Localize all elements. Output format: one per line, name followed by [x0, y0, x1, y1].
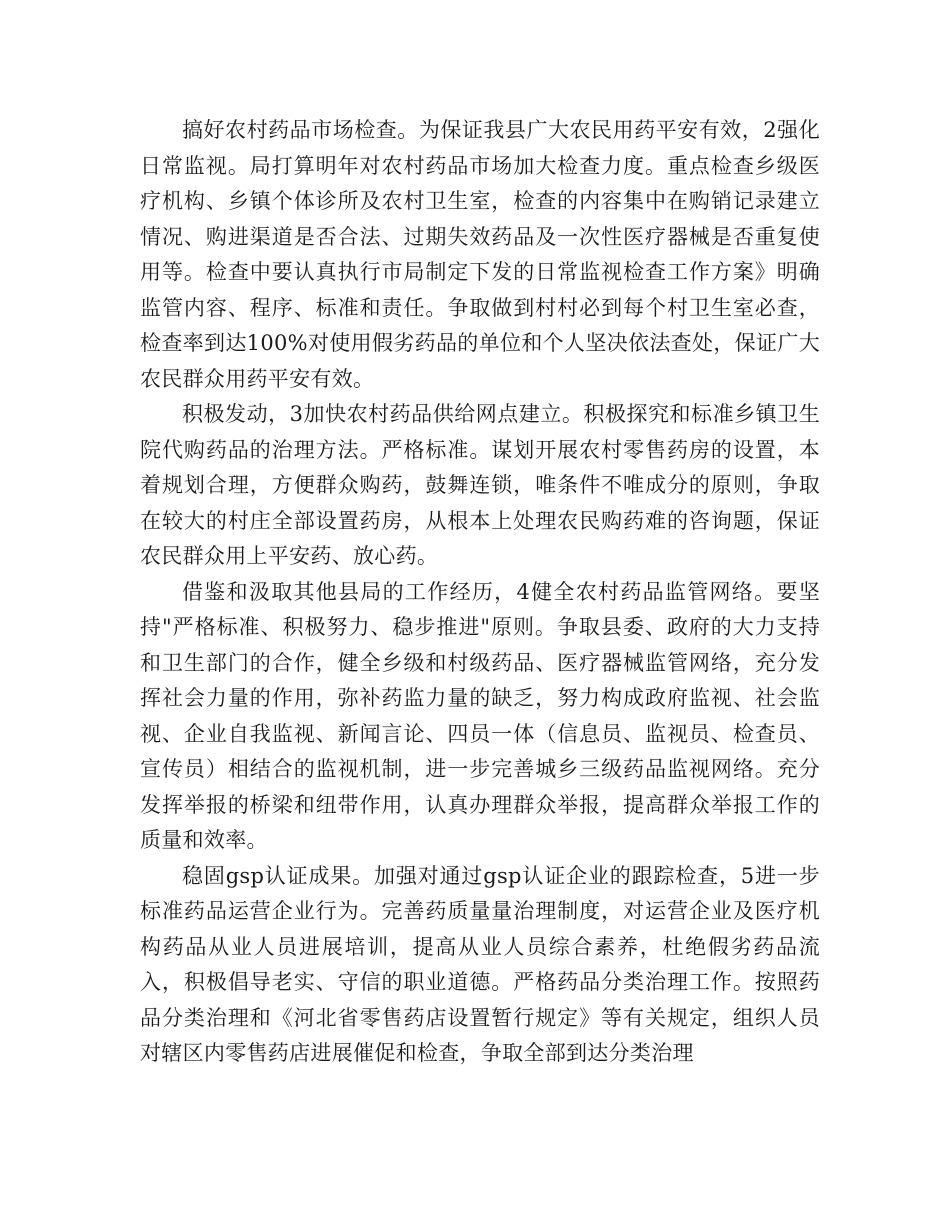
paragraph-supervision-network: 借鉴和汲取其他县局的工作经历，4健全农村药品监管网络。要坚持"严格标准、积极努力、稳步推进"原则。争取县委、政府的大力支持和卫生部门的合作，健全乡级和村级药品、医疗器械监管网络，充分发挥社会力量的作用，弥补药监力量的缺乏，努力构成政府监视、社会监视、企业自我监视、新闻言论、四员一体（信息员、监视员、检查员、宣传员）相结合的监视机制，进一步完善城乡三级药品监视网络。充分发挥举报的桥梁和纽带作用，认真办理群众举报，提高群众举报工作的质量和效率。	[140, 579, 820, 852]
paragraph-gsp-certification: 稳固gsp认证成果。加强对通过gsp认证企业的跟踪检查，5进一步标准药品运营企业行为。完善药质量量治理制度，对运营企业及医疗机构药品从业人员进展培训，提高从业人员综合素养，杜绝假劣药品流入，积极倡导老实、守信的职业道德。严格药品分类治理工作。按照药品分类治理和《河北省零售药店设置暂行规定》等有关规定，组织人员对辖区内零售药店进展催促和检查，争取全部到达分类治理	[140, 863, 820, 1065]
paragraph-rural-drug-inspection: 搞好农村药品市场检查。为保证我县广大农民用药平安有效，2强化日常监视。局打算明年对农村药品市场加大检查力度。重点检查乡级医疗机构、乡镇个体诊所及农村卫生室，检查的内容集中在购销记录建立情况、购进渠道是否合法、过期失效药品及一次性医疗器械是否重复使用等。检查中要认真执行市局制定下发的日常监视检查工作方案》明确监管内容、程序、标准和责任。争取做到村村必到每个村卫生室必查，检查率到达100%对使用假劣药品的单位和个人坚决依法查处，保证广大农民群众用药平安有效。	[140, 118, 820, 391]
document-body	[140, 113, 820, 1072]
paragraph-supply-network: 积极发动，3加快农村药品供给网点建立。积极探究和标准乡镇卫生院代购药品的治理方法。严格标准。谋划开展农村零售药房的设置，本着规划合理，方便群众购药，鼓舞连锁，唯条件不唯成分的原则，争取在较大的村庄全部设置药房，从根本上处理农民购药难的咨询题，保证农民群众用上平安药、放心药。	[140, 402, 820, 568]
